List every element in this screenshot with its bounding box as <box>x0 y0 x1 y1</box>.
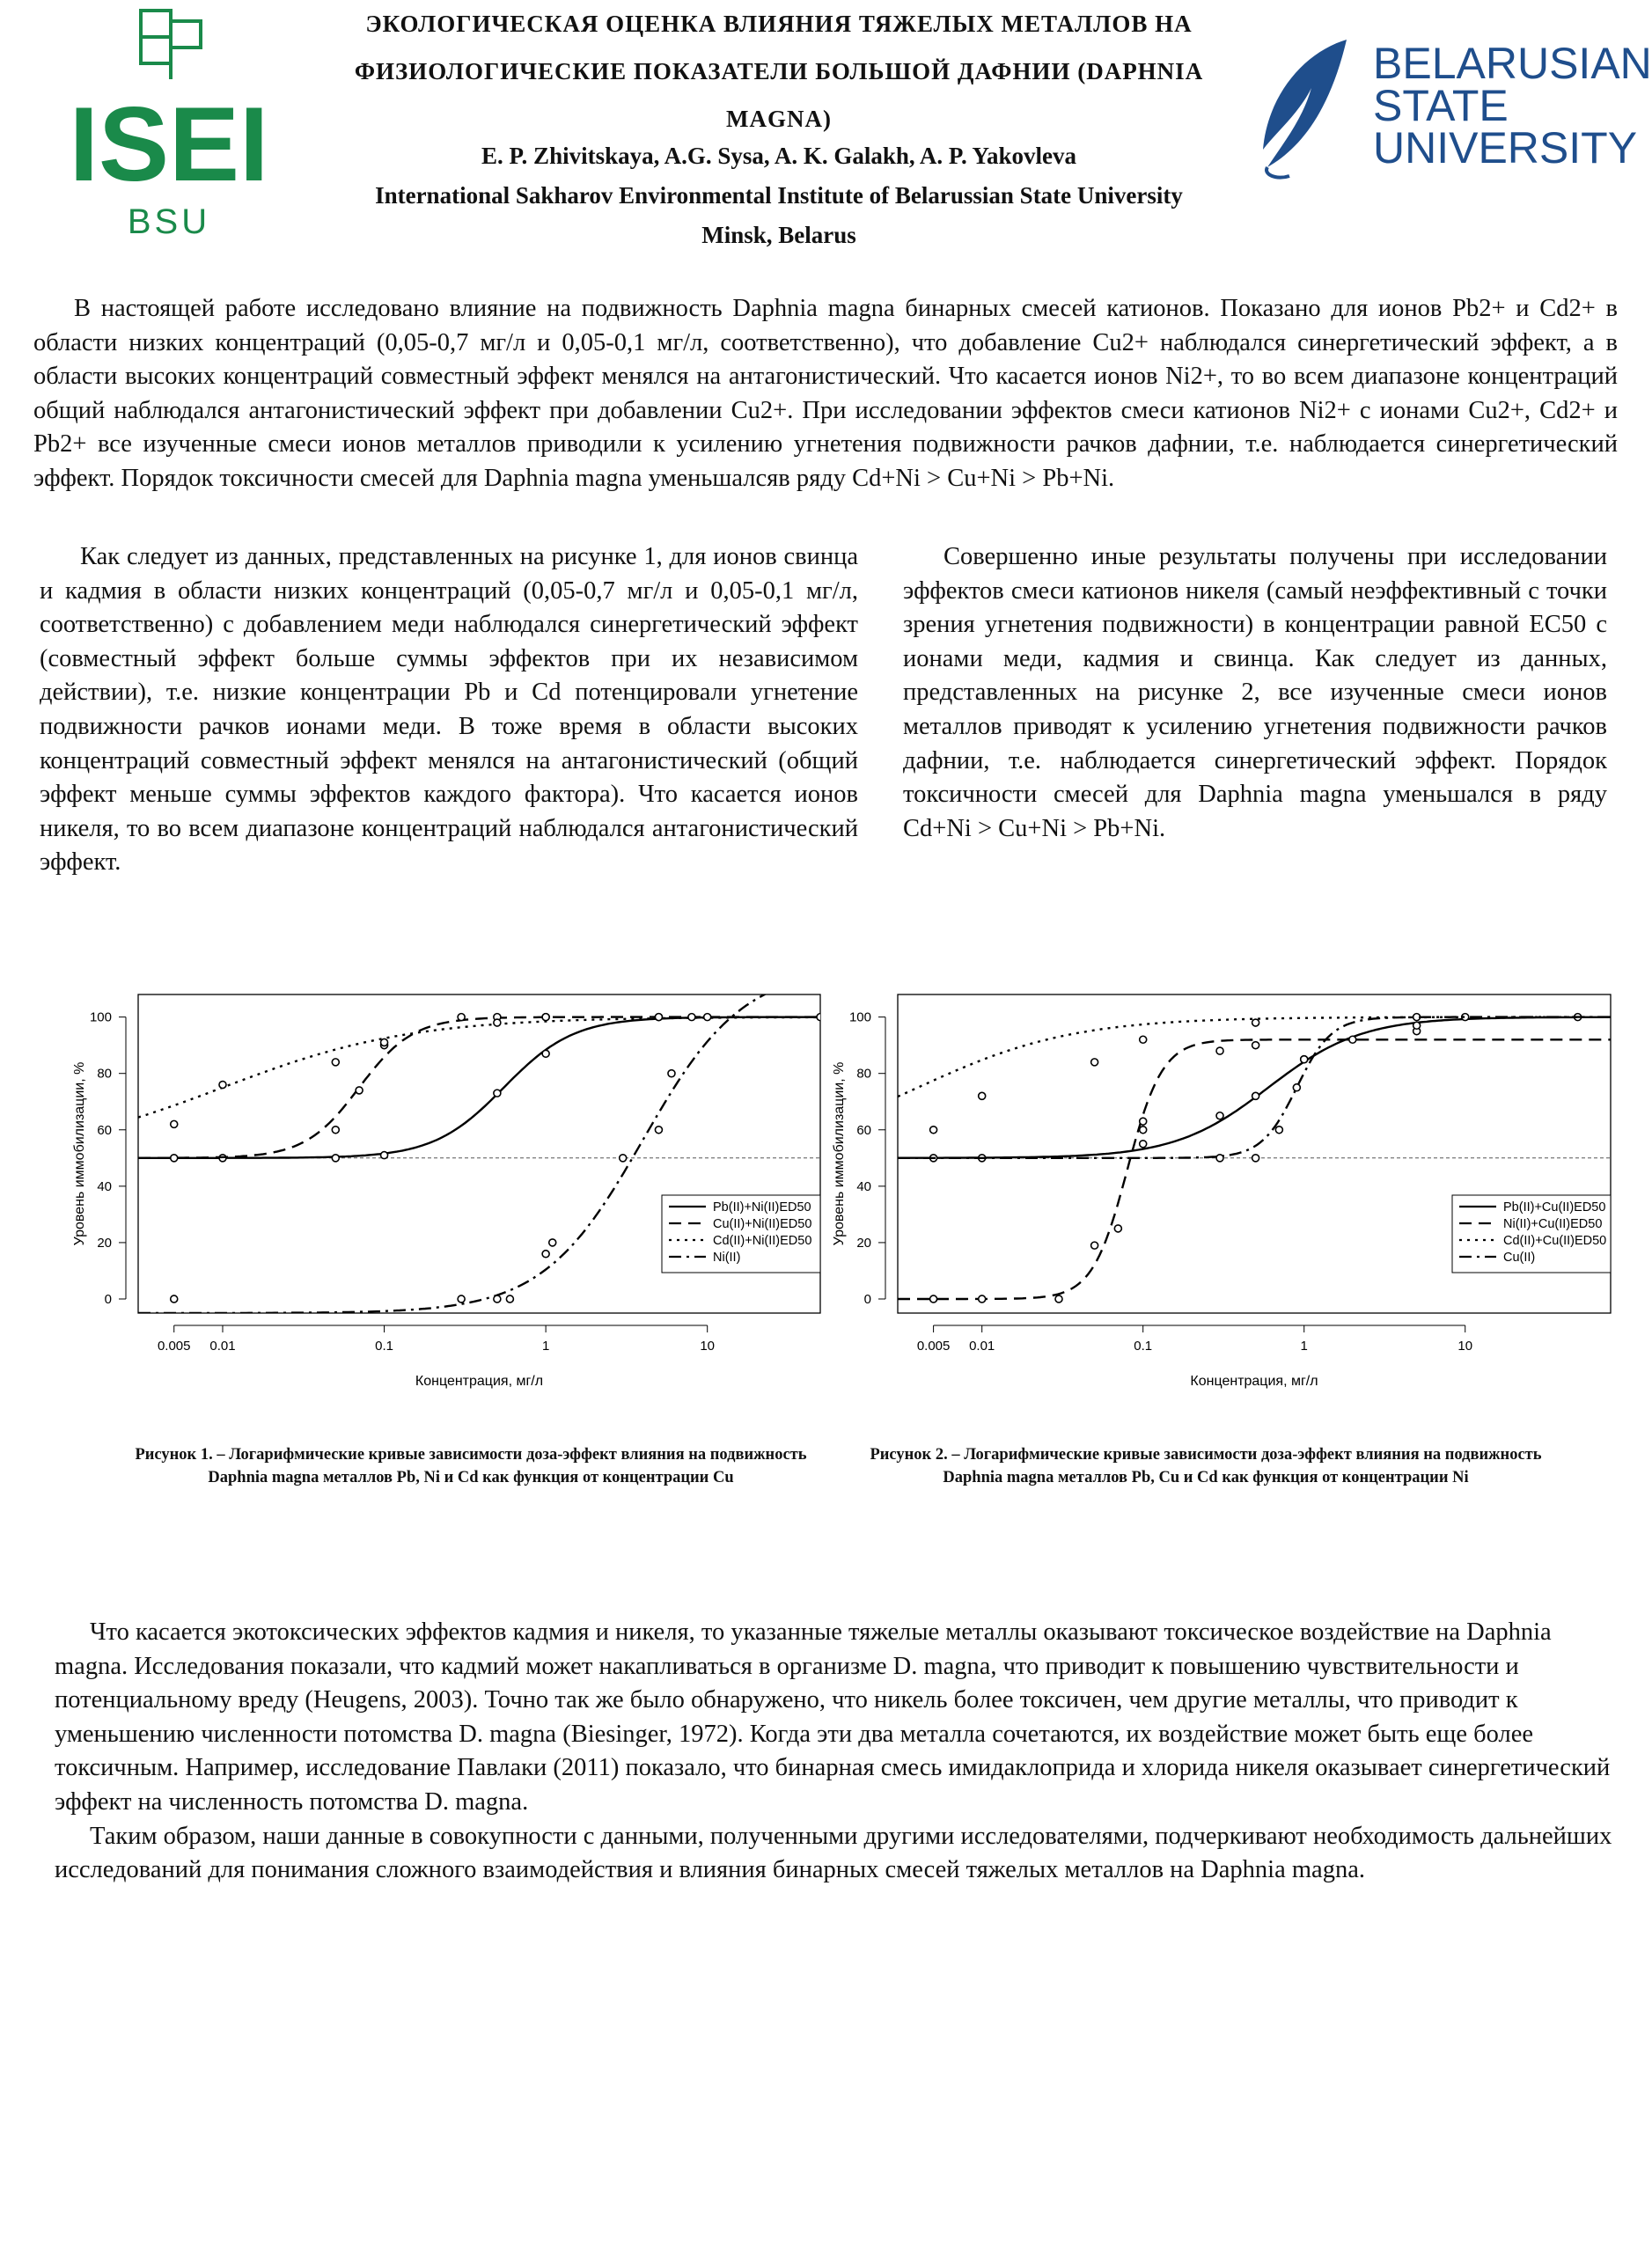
chart2-series-2-line <box>898 1017 1611 1097</box>
title-line-2: ФИЗИОЛОГИЧЕСКИЕ ПОКАЗАТЕЛИ БОЛЬШОЙ ДАФНИИ (DAPHNIA <box>354 58 1204 84</box>
chart1-series-0-line <box>138 1017 820 1158</box>
chart1-series-3-point <box>704 1014 711 1021</box>
chart1-x-tick-label: 10 <box>700 1339 716 1354</box>
chart2-x-tick-label: 0.005 <box>916 1339 951 1354</box>
chart1-y-axis-label: Уровень иммобилизации, % <box>72 1061 87 1246</box>
chart2-series-1-point <box>1140 1126 1147 1134</box>
isei-logo <box>69 9 269 241</box>
chart1-series-2-line <box>138 1017 820 1118</box>
chart2-series-2-point <box>1140 1036 1147 1043</box>
chart2-series-1-point <box>1216 1047 1223 1054</box>
chart1-series-0-point <box>494 1090 501 1097</box>
chart1-legend-label: Ni(II) <box>713 1251 741 1265</box>
right-column-paragraph: Совершенно иные результаты получены при исследовании эффектов смеси катионов никеля (самый неэффективный с точки зрения угнетения подвижности) в концентрации равной ЕС50 с ионами меди, кадмия и свинца. Как следует из данных, представленных на рисунке 2, все изученные смеси ионов металлов приводят к усилению угнетения подвижности рачков дафнии, т.е. наблюдается синергетический эффект. Порядок токсичности смесей для Daphnia magna уменьшался в ряду Cd+Ni > Cu+Ni > Pb+Ni. <box>903 543 1607 842</box>
chart2-x-tick-label: 1 <box>1300 1339 1308 1354</box>
chart1-legend-label: Cu(II)+Ni(II)ED50 <box>713 1217 812 1231</box>
chart1-series-3-point <box>542 1251 549 1258</box>
chart2-series-1-point <box>979 1295 986 1303</box>
chart1-series-1-point <box>332 1126 339 1134</box>
isei-logo-subtext: BSU <box>127 202 211 241</box>
chart2-series-1-point <box>1252 1042 1259 1049</box>
chart2-x-axis-label: Концентрация, мг/л <box>1190 1374 1318 1389</box>
chart1-x-tick-label: 0.005 <box>157 1339 191 1354</box>
chart1-series-2-point <box>171 1120 178 1127</box>
feather-icon <box>1250 35 1355 185</box>
chart1-series-0-point <box>332 1155 339 1162</box>
conclusion-section <box>55 1616 1630 1888</box>
conclusion-paragraph-1: Что касается экотоксических эффектов кадмия и никеля, то указанные тяжелые металлы оказывают токсическое воздействие на Daphnia magna. Исследования показали, что кадмий может накапливаться в организме D. magna, что приводит к повышению чувствительности и потенциальному вреду (Heugens, 2003). Точно так же было обнаружено, что никель более токсичен, чем другие металлы, что приводит к уменьшению численности потомства D. magna (Biesinger, 1972). Когда эти два металла сочетаются, их воздействие может быть еще более токсичным. Например, исследование Павлаки (2011) показало, что бинарная смесь имидаклоприда и хлорида никеля оказывает синергетический эффект на численность потомства D. magna. <box>55 1618 1611 1816</box>
intro-paragraph: В настоящей работе исследовано влияние на подвижность Daphnia magna бинарных смесей катионов. Показано для ионов Pb2+ и Cd2+ в области низких концентраций (0,05-0,7 мг/л и 0,05-0,1 мг/л, соответственно), что добавление Cu2+ наблюдался синергетический эффект, а в области высоких концентраций совместный эффект менялся на антагонистический. Что касается ионов Ni2+, то во всем диапазоне концентраций общий наблюдался антагонистический эффект при добавлении Cu2+. При исследовании эффектов смеси катионов Ni2+ с ионами Cu2+, Cd2+ и Pb2+ все изученные смеси ионов металлов приводили к усилению угнетения подвижности рачков дафнии, т.е. наблюдается синергетический эффект. Порядок токсичности смесей для Daphnia magna уменьшалсяв ряду Cd+Ni > Cu+Ni > Pb+Ni. <box>33 295 1618 492</box>
left-column-paragraph: Как следует из данных, представленных на рисунке 1, для ионов свинца и кадмия в области низких концентраций (0,05-0,7 мг/л и 0,05-0,1 мг/л, соответственно) с добавлением меди наблюдался синергетический эффект (совместный эффект больше суммы эффектов при их независимом действии), т.е. низкие концентрации Pb и Cd потенцировали угнетение подвижности рачков ионами меди. В тоже время в области высоких концентраций совместный эффект менялся на антагонистический (общий эффект меньше суммы эффектов каждого фактора). Что касается ионов никеля, то во всем диапазоне концентраций наблюдался антагонистический эффект. <box>40 543 858 877</box>
chart1-x-axis-label: Концентрация, мг/л <box>415 1374 544 1389</box>
chart1-x-tick-label: 1 <box>541 1339 550 1354</box>
chart2-series-2-point <box>1252 1019 1259 1026</box>
chart2-series-3-point <box>1349 1036 1356 1043</box>
chart2-series-2-point <box>1091 1059 1098 1066</box>
figure-2-caption: Рисунок 2. – Логарифмические кривые зависимости доза-эффект влияния на подвижность Daphnia magna металлов Pb, Cu и Cd как функция от концентрации Ni <box>870 1446 1542 1486</box>
chart2-y-tick-label: 60 <box>856 1122 871 1138</box>
chart2-series-3-point <box>1216 1155 1223 1162</box>
author-block <box>273 136 1285 255</box>
chart2-series-0-point <box>1252 1092 1259 1099</box>
chart1-series-0-point <box>542 1050 549 1057</box>
bsu-logo-line-3: UNIVERSITY <box>1373 123 1638 172</box>
chart2-series-3-point <box>1252 1155 1259 1162</box>
bsu-logo-line-2: STATE <box>1373 81 1509 130</box>
bsu-logo <box>1250 35 1652 194</box>
chart2-series-3-point <box>1301 1056 1308 1063</box>
conclusion-paragraph-2: Таким образом, наши данные в совокупности с данными, полученными другими исследователями, подчеркивают необходимость дальнейших исследований для понимания сложного взаимодействия и влияния бинарных смесей тяжелых металлов на Daphnia magna. <box>55 1822 1612 1884</box>
chart2-series-3-point <box>1275 1126 1282 1134</box>
chart1-y-tick-label: 60 <box>97 1122 112 1138</box>
location: Minsk, Belarus <box>701 222 856 248</box>
figure-1-chart <box>72 986 814 1399</box>
chart1-y-tick-label: 80 <box>97 1066 112 1082</box>
chart1-series-3-point <box>171 1295 178 1303</box>
chart2-series-1-point <box>1114 1225 1121 1232</box>
chart1-series-1-point <box>458 1014 465 1021</box>
chart1-x-tick-label: 0.1 <box>375 1339 393 1354</box>
affiliation: International Sakharov Environmental Institute of Belarussian State University <box>375 182 1183 209</box>
isei-logo-text: ISEI <box>69 85 269 203</box>
title-line-3: MAGNA) <box>726 106 832 132</box>
chart2-series-0-point <box>1140 1141 1147 1148</box>
title-line-1: ЭКОЛОГИЧЕСКАЯ ОЦЕНКА ВЛИЯНИЯ ТЯЖЕЛЫХ МЕТАЛЛОВ НА <box>365 11 1193 37</box>
chart1-series-2-point <box>655 1014 662 1021</box>
chart2-series-3-point <box>1413 1022 1421 1029</box>
chart1-series-2-point <box>219 1082 226 1089</box>
chart2-legend-label: Cu(II) <box>1503 1251 1536 1265</box>
chart1-series-2-point <box>688 1014 695 1021</box>
chart1-legend-label: Cd(II)+Ni(II)ED50 <box>713 1234 812 1248</box>
chart2-x-tick-label: 0.1 <box>1134 1339 1153 1354</box>
chart2-y-tick-label: 40 <box>856 1178 871 1194</box>
chart1-y-tick-label: 40 <box>97 1178 112 1194</box>
figure-1-caption: Рисунок 1. – Логарифмические кривые зависимости доза-эффект влияния на подвижность Daphnia magna металлов Pb, Ni и Cd как функция от концентрации Cu <box>135 1446 807 1486</box>
chart2-y-tick-label: 0 <box>863 1291 871 1307</box>
chart2-series-1-point <box>1091 1242 1098 1249</box>
chart2-series-0-point <box>1216 1112 1223 1119</box>
chart1-y-tick-label: 100 <box>89 1009 112 1025</box>
chart1-series-2-point <box>332 1059 339 1066</box>
figure-2-chart <box>823 986 1607 1399</box>
chart2-y-axis-label: Уровень иммобилизации, % <box>832 1061 847 1246</box>
chart2-series-3-line <box>898 1017 1611 1158</box>
chart1-series-3-point <box>668 1070 675 1077</box>
chart2-series-3-point <box>1293 1084 1300 1091</box>
chart1-series-3-point <box>494 1295 501 1303</box>
chart1-series-2-point <box>542 1014 549 1021</box>
chart2-x-tick-label: 10 <box>1457 1339 1473 1354</box>
chart1-series-0-point <box>171 1155 178 1162</box>
chart1-series-0-point <box>381 1152 388 1159</box>
chart1-series-1-line <box>138 1017 820 1158</box>
chart1-y-tick-label: 0 <box>104 1291 112 1307</box>
chart2-series-0-line <box>898 1017 1611 1158</box>
chart2-y-tick-label: 80 <box>856 1066 871 1082</box>
chart1-series-3-point <box>655 1126 662 1134</box>
chart1-series-3-point <box>549 1239 556 1246</box>
chart2-series-1-point <box>930 1295 937 1303</box>
bsu-logo-line-1: BELARUSIAN <box>1373 39 1652 88</box>
chart1-series-3-point <box>506 1295 513 1303</box>
chart2-legend-label: Cd(II)+Cu(II)ED50 <box>1503 1234 1607 1248</box>
paper-title <box>273 0 1285 143</box>
chart1-series-3-point <box>620 1155 627 1162</box>
authors: E. P. Zhivitskaya, A.G. Sysa, A. K. Galakh, A. P. Yakovleva <box>481 143 1076 169</box>
chart1-series-2-point <box>494 1019 501 1026</box>
chart1-series-2-point <box>381 1038 388 1046</box>
chart1-series-3-point <box>458 1295 465 1303</box>
chart2-series-1-point <box>1055 1295 1062 1303</box>
chart1-legend-label: Pb(II)+Ni(II)ED50 <box>713 1200 811 1215</box>
chart2-x-tick-label: 0.01 <box>969 1339 995 1354</box>
chart2-legend-label: Ni(II)+Cu(II)ED50 <box>1503 1217 1603 1231</box>
chart2-y-tick-label: 100 <box>848 1009 871 1025</box>
chart2-series-2-point <box>979 1092 986 1099</box>
chart2-series-1-point <box>1140 1118 1147 1125</box>
chart1-series-1-point <box>356 1087 363 1094</box>
chart1-x-tick-label: 0.01 <box>209 1339 236 1354</box>
chart2-y-tick-label: 20 <box>856 1235 871 1251</box>
chart2-series-2-point <box>930 1126 937 1134</box>
chart2-legend-label: Pb(II)+Cu(II)ED50 <box>1503 1200 1606 1215</box>
chart1-y-tick-label: 20 <box>97 1235 112 1251</box>
